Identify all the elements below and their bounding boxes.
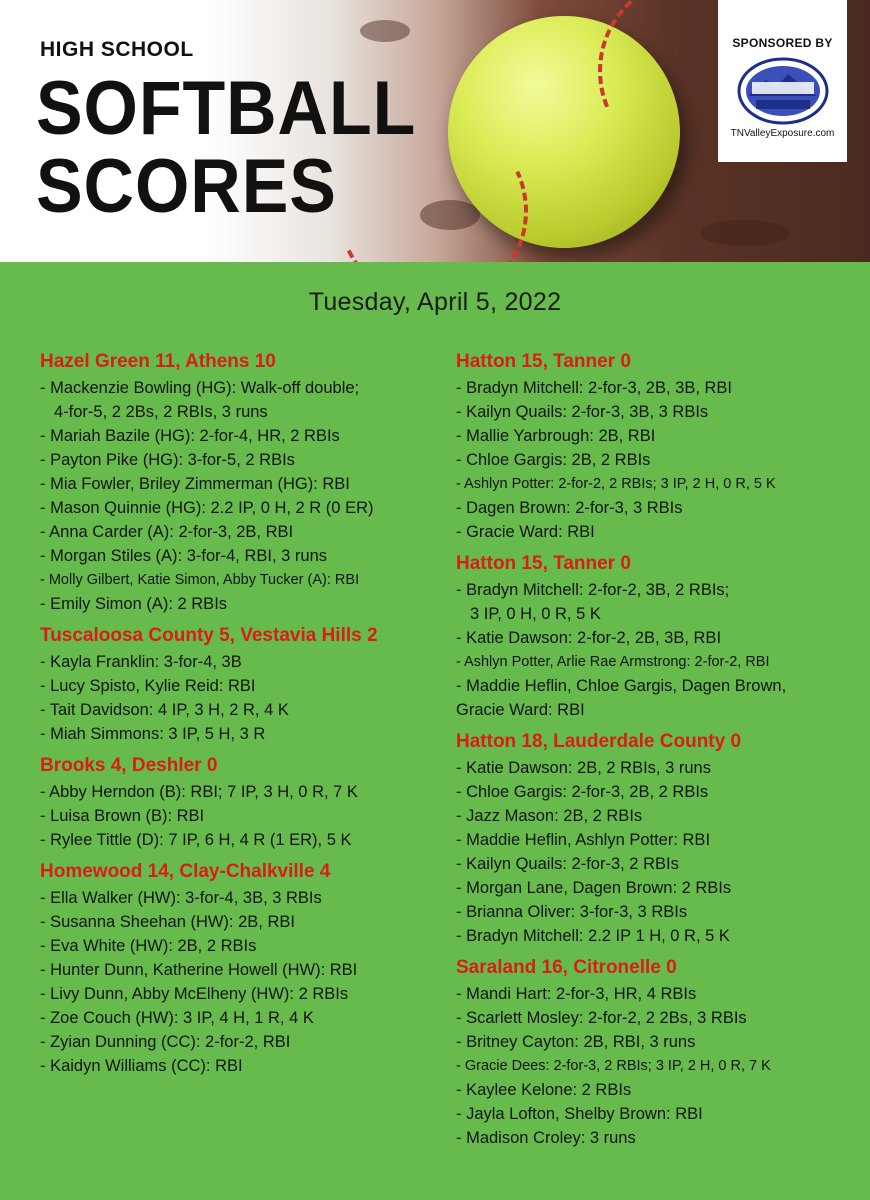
stat-line: - Scarlett Mosley: 2-for-2, 2 2Bs, 3 RBIs [456,1009,747,1027]
game-block [40,754,450,852]
game-block [456,730,866,948]
stat-line: - Mackenzie Bowling (HG): Walk-off double; [40,379,360,397]
stat-line: - Emily Simon (A): 2 RBIs [40,595,228,613]
stat-line: - Britney Cayton: 2B, RBI, 3 runs [456,1033,696,1051]
stat-line: - Mia Fowler, Briley Zimmerman (HG): RBI [40,475,350,493]
stat-line: 4-for-5, 2 2Bs, 2 RBIs, 3 runs [54,403,268,421]
stat-line: - Mallie Yarbrough: 2B, RBI [456,427,656,445]
stat-line: - Kayla Franklin: 3-for-4, 3B [40,653,242,671]
date-heading: Tuesday, April 5, 2022 [308,288,562,316]
stat-line: - Ashlyn Potter, Arlie Rae Armstrong: 2-for-2, RBI [456,654,770,670]
stat-line: Gracie Ward: RBI [456,701,585,719]
game-block [40,624,450,746]
stat-line: - Mason Quinnie (HG): 2.2 IP, 0 H, 2 R (0 ER) [40,499,374,517]
stat-line: - Jazz Mason: 2B, 2 RBIs [456,807,643,825]
sponsor-box [718,0,847,162]
stat-line: 3 IP, 0 H, 0 R, 5 K [470,605,601,623]
stat-line: - Zoe Couch (HW): 3 IP, 4 H, 1 R, 4 K [40,1009,314,1027]
dirt-texture [360,20,410,42]
stat-line: - Hunter Dunn, Katherine Howell (HW): RBI [40,961,358,979]
stat-line: - Bradyn Mitchell: 2-for-3, 2B, 3B, RBI [456,379,733,397]
stat-line: - Chloe Gargis: 2-for-3, 2B, 2 RBIs [456,783,709,801]
game-block [456,956,866,1150]
page-title-line2: SCORES [36,144,337,229]
stat-line: - Maddie Heflin, Chloe Gargis, Dagen Brown, [456,677,787,695]
dirt-texture [700,220,790,246]
stat-line: - Mariah Bazile (HG): 2-for-4, HR, 2 RBIs [40,427,340,445]
game-block [456,350,866,544]
stat-line: - Gracie Dees: 2-for-3, 2 RBIs; 3 IP, 2 H, 0 R, 7 K [456,1058,771,1074]
stat-line: - Payton Pike (HG): 3-for-5, 2 RBIs [40,451,295,469]
stat-line: - Miah Simmons: 3 IP, 5 H, 3 R [40,725,266,743]
stat-line: - Jayla Lofton, Shelby Brown: RBI [456,1105,703,1123]
game-block [40,350,450,616]
sponsor-label: SPONSORED BY [732,36,833,50]
softball-image [448,16,680,248]
stat-line: - Morgan Stiles (A): 3-for-4, RBI, 3 runs [40,547,328,565]
stat-line: - Morgan Lane, Dagen Brown: 2 RBIs [456,879,732,897]
sponsor-logo [736,56,830,126]
stat-line: - Anna Carder (A): 2-for-3, 2B, RBI [40,523,294,541]
stat-line: - Bradyn Mitchell: 2.2 IP 1 H, 0 R, 5 K [456,927,730,945]
game-block [456,552,866,722]
right-column [456,350,866,1158]
stat-line: - Bradyn Mitchell: 2-for-2, 3B, 2 RBIs; [456,581,730,599]
stat-line: - Livy Dunn, Abby McElheny (HW): 2 RBIs [40,985,349,1003]
game-block [40,860,450,1078]
stat-line: - Mandi Hart: 2-for-3, HR, 4 RBIs [456,985,697,1003]
header-kicker: HIGH SCHOOL [40,38,194,61]
stat-line: - Katie Dawson: 2B, 2 RBIs, 3 runs [456,759,711,777]
stat-line: - Kailyn Quails: 2-for-3, 3B, 3 RBIs [456,403,709,421]
stat-line: - Kailyn Quails: 2-for-3, 2 RBIs [456,855,679,873]
stat-line: - Molly Gilbert, Katie Simon, Abby Tucker (A): RBI [40,572,360,588]
stat-line: - Susanna Sheehan (HW): 2B, RBI [40,913,295,931]
stat-line: - Eva White (HW): 2B, 2 RBIs [40,937,257,955]
stat-line: - Ella Walker (HW): 3-for-4, 3B, 3 RBIs [40,889,322,907]
stat-line: - Kaylee Kelone: 2 RBIs [456,1081,632,1099]
stat-line: - Chloe Gargis: 2B, 2 RBIs [456,451,651,469]
stat-line: - Zyian Dunning (CC): 2-for-2, RBI [40,1033,291,1051]
game-score-title: Brooks 4, Deshler 0 [40,755,218,776]
stat-line: - Kaidyn Williams (CC): RBI [40,1057,243,1075]
stat-line: - Rylee Tittle (D): 7 IP, 6 H, 4 R (1 ER), 5 K [40,831,352,849]
stat-line: - Luisa Brown (B): RBI [40,807,205,825]
sponsor-url: TNValleyExposure.com [730,128,835,139]
page-title-line1: SOFTBALL [36,66,417,151]
stat-line: - Lucy Spisto, Kylie Reid: RBI [40,677,256,695]
stat-line: - Maddie Heflin, Ashlyn Potter: RBI [456,831,711,849]
game-score-title: Hatton 15, Tanner 0 [456,351,631,372]
stat-line: - Madison Croley: 3 runs [456,1129,636,1147]
game-score-title: Homewood 14, Clay-Chalkville 4 [40,861,331,882]
stat-line: - Gracie Ward: RBI [456,523,595,541]
stat-line: - Katie Dawson: 2-for-2, 2B, 3B, RBI [456,629,722,647]
game-score-title: Hazel Green 11, Athens 10 [40,351,276,372]
stat-line: - Brianna Oliver: 3-for-3, 3 RBIs [456,903,688,921]
game-score-title: Saraland 16, Citronelle 0 [456,957,677,978]
left-column [40,350,450,1086]
header-banner [0,0,870,262]
stat-line: - Dagen Brown: 2-for-3, 3 RBIs [456,499,683,517]
game-score-title: Hatton 15, Tanner 0 [456,553,631,574]
stat-line: - Abby Herndon (B): RBI; 7 IP, 3 H, 0 R, 7 K [40,783,358,801]
game-score-title: Hatton 18, Lauderdale County 0 [456,731,742,752]
stat-line: - Tait Davidson: 4 IP, 3 H, 2 R, 4 K [40,701,289,719]
stat-line: - Ashlyn Potter: 2-for-2, 2 RBIs; 3 IP, 2 H, 0 R, 5 K [456,476,776,492]
game-score-title: Tuscaloosa County 5, Vestavia Hills 2 [40,625,378,646]
